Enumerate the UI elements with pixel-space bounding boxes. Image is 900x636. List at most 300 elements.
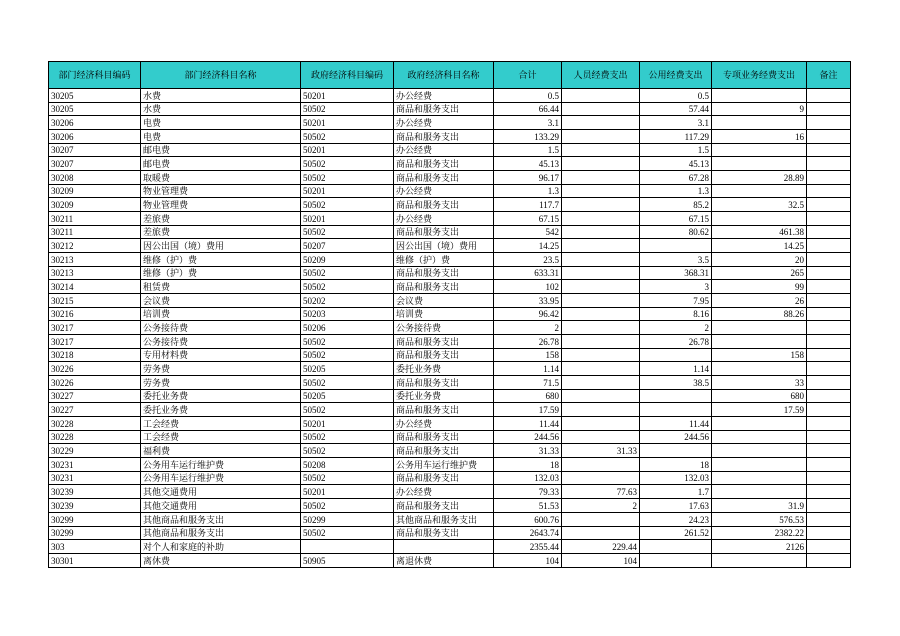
cell-gov-code: 50502 [301, 444, 394, 458]
table-header [49, 62, 851, 89]
cell-total: 96.42 [494, 307, 562, 321]
cell-special [712, 184, 807, 198]
cell-dept-code: 30239 [49, 485, 141, 499]
cell-dept-code: 30227 [49, 403, 141, 417]
cell-note [807, 266, 851, 280]
cell-public: 3 [640, 280, 712, 294]
cell-total: 133.29 [494, 130, 562, 144]
cell-note [807, 553, 851, 567]
table-row [49, 540, 851, 554]
table-row [49, 321, 851, 335]
cell-public: 17.63 [640, 499, 712, 513]
cell-gov-name: 办公经费 [394, 116, 494, 130]
cell-personnel [562, 212, 640, 226]
cell-dept-name: 公务接待费 [141, 321, 301, 335]
cell-dept-code: 30227 [49, 389, 141, 403]
cell-dept-code: 30228 [49, 430, 141, 444]
cell-personnel: 2 [562, 499, 640, 513]
cell-gov-name: 离退休费 [394, 553, 494, 567]
cell-public: 244.56 [640, 430, 712, 444]
cell-total: 244.56 [494, 430, 562, 444]
cell-public: 2 [640, 321, 712, 335]
cell-personnel [562, 321, 640, 335]
cell-dept-name: 其他商品和服务支出 [141, 512, 301, 526]
cell-gov-code: 50502 [301, 403, 394, 417]
cell-dept-name: 物业管理费 [141, 198, 301, 212]
cell-gov-code: 50502 [301, 102, 394, 116]
cell-dept-name: 工会经费 [141, 430, 301, 444]
cell-special: 2126 [712, 540, 807, 554]
cell-dept-code: 30209 [49, 198, 141, 212]
table-row [49, 417, 851, 431]
header-gov-code: 政府经济科目编码 [301, 62, 394, 89]
cell-personnel: 77.63 [562, 485, 640, 499]
cell-gov-code: 50502 [301, 335, 394, 349]
cell-dept-code: 30229 [49, 444, 141, 458]
table-row [49, 116, 851, 130]
cell-dept-code: 30216 [49, 307, 141, 321]
cell-gov-code: 50502 [301, 526, 394, 540]
table-row [49, 348, 851, 362]
cell-gov-code: 50905 [301, 553, 394, 567]
table-row [49, 444, 851, 458]
cell-total: 66.44 [494, 102, 562, 116]
cell-gov-name: 商品和服务支出 [394, 499, 494, 513]
cell-public: 24.23 [640, 512, 712, 526]
table-row [49, 266, 851, 280]
cell-dept-name: 邮电费 [141, 143, 301, 157]
cell-gov-code: 50502 [301, 499, 394, 513]
cell-note [807, 239, 851, 253]
cell-dept-name: 劳务费 [141, 362, 301, 376]
cell-special: 33 [712, 376, 807, 390]
cell-special: 2382.22 [712, 526, 807, 540]
table-row [49, 184, 851, 198]
cell-personnel [562, 130, 640, 144]
cell-gov-name [394, 540, 494, 554]
cell-special: 265 [712, 266, 807, 280]
cell-note [807, 376, 851, 390]
cell-note [807, 89, 851, 103]
cell-dept-name: 公务接待费 [141, 335, 301, 349]
cell-dept-name: 维修（护）费 [141, 266, 301, 280]
table-row [49, 212, 851, 226]
cell-gov-code: 50502 [301, 430, 394, 444]
cell-dept-code: 30218 [49, 348, 141, 362]
cell-gov-name: 办公经费 [394, 212, 494, 226]
cell-gov-code: 50502 [301, 225, 394, 239]
cell-public: 0.5 [640, 89, 712, 103]
cell-total: 71.5 [494, 376, 562, 390]
cell-personnel [562, 184, 640, 198]
cell-note [807, 307, 851, 321]
cell-special: 28.89 [712, 171, 807, 185]
cell-special: 17.59 [712, 403, 807, 417]
cell-gov-code: 50201 [301, 212, 394, 226]
cell-gov-name: 维修（护）费 [394, 253, 494, 267]
cell-dept-name: 公务用车运行维护费 [141, 458, 301, 472]
cell-gov-name: 商品和服务支出 [394, 157, 494, 171]
cell-special [712, 417, 807, 431]
cell-gov-name: 商品和服务支出 [394, 102, 494, 116]
table-row [49, 157, 851, 171]
cell-total: 1.5 [494, 143, 562, 157]
cell-personnel [562, 389, 640, 403]
cell-special: 26 [712, 294, 807, 308]
cell-dept-code: 30231 [49, 471, 141, 485]
cell-total: 680 [494, 389, 562, 403]
cell-gov-name: 会议费 [394, 294, 494, 308]
cell-total: 96.17 [494, 171, 562, 185]
cell-total: 104 [494, 553, 562, 567]
cell-gov-code: 50502 [301, 348, 394, 362]
cell-dept-name: 水费 [141, 102, 301, 116]
cell-personnel [562, 526, 640, 540]
cell-total: 2 [494, 321, 562, 335]
cell-dept-name: 会议费 [141, 294, 301, 308]
cell-public: 18 [640, 458, 712, 472]
cell-gov-code: 50205 [301, 389, 394, 403]
cell-dept-code: 30217 [49, 335, 141, 349]
table-row [49, 553, 851, 567]
cell-gov-name: 公务接待费 [394, 321, 494, 335]
cell-dept-code: 30205 [49, 102, 141, 116]
cell-gov-code: 50502 [301, 266, 394, 280]
cell-note [807, 143, 851, 157]
cell-dept-code: 30239 [49, 499, 141, 513]
cell-dept-code: 30214 [49, 280, 141, 294]
cell-gov-name: 培训费 [394, 307, 494, 321]
cell-gov-code: 50502 [301, 471, 394, 485]
cell-note [807, 321, 851, 335]
cell-gov-name: 其他商品和服务支出 [394, 512, 494, 526]
cell-note [807, 540, 851, 554]
cell-special: 9 [712, 102, 807, 116]
cell-total: 18 [494, 458, 562, 472]
cell-note [807, 198, 851, 212]
cell-total: 2355.44 [494, 540, 562, 554]
cell-public: 26.78 [640, 335, 712, 349]
cell-gov-name: 商品和服务支出 [394, 403, 494, 417]
cell-dept-code: 30213 [49, 266, 141, 280]
table-row [49, 225, 851, 239]
table-row [49, 143, 851, 157]
cell-gov-name: 商品和服务支出 [394, 130, 494, 144]
cell-dept-name: 其他交通费用 [141, 485, 301, 499]
table-body [49, 89, 851, 568]
cell-total: 132.03 [494, 471, 562, 485]
table-row [49, 130, 851, 144]
cell-public: 67.15 [640, 212, 712, 226]
cell-special [712, 471, 807, 485]
cell-gov-name: 商品和服务支出 [394, 348, 494, 362]
cell-gov-code: 50201 [301, 417, 394, 431]
cell-personnel [562, 171, 640, 185]
cell-total: 79.33 [494, 485, 562, 499]
cell-public: 85.2 [640, 198, 712, 212]
cell-personnel [562, 143, 640, 157]
cell-total: 2643.74 [494, 526, 562, 540]
cell-gov-code: 50502 [301, 157, 394, 171]
table-row [49, 253, 851, 267]
cell-gov-code: 50201 [301, 116, 394, 130]
cell-dept-name: 电费 [141, 130, 301, 144]
cell-dept-name: 离休费 [141, 553, 301, 567]
header-public: 公用经费支出 [640, 62, 712, 89]
cell-special [712, 362, 807, 376]
cell-total: 0.5 [494, 89, 562, 103]
cell-dept-code: 30217 [49, 321, 141, 335]
cell-dept-code: 30226 [49, 376, 141, 390]
cell-special: 680 [712, 389, 807, 403]
cell-gov-name: 商品和服务支出 [394, 430, 494, 444]
cell-total: 3.1 [494, 116, 562, 130]
cell-total: 51.53 [494, 499, 562, 513]
cell-total: 542 [494, 225, 562, 239]
cell-dept-code: 30301 [49, 553, 141, 567]
cell-personnel: 31.33 [562, 444, 640, 458]
cell-gov-name: 商品和服务支出 [394, 444, 494, 458]
cell-gov-code: 50203 [301, 307, 394, 321]
cell-dept-name: 委托业务费 [141, 389, 301, 403]
table-row [49, 307, 851, 321]
table-row [49, 376, 851, 390]
cell-public: 38.5 [640, 376, 712, 390]
cell-gov-name: 商品和服务支出 [394, 526, 494, 540]
cell-note [807, 526, 851, 540]
cell-gov-name: 委托业务费 [394, 389, 494, 403]
cell-total: 14.25 [494, 239, 562, 253]
header-gov-name: 政府经济科目名称 [394, 62, 494, 89]
cell-gov-name: 办公经费 [394, 485, 494, 499]
table-row [49, 430, 851, 444]
cell-gov-code: 50201 [301, 485, 394, 499]
cell-special: 88.26 [712, 307, 807, 321]
cell-public: 1.3 [640, 184, 712, 198]
cell-dept-code: 30211 [49, 212, 141, 226]
cell-note [807, 157, 851, 171]
header-note: 备注 [807, 62, 851, 89]
cell-dept-name: 物业管理费 [141, 184, 301, 198]
cell-note [807, 116, 851, 130]
cell-gov-code: 50201 [301, 143, 394, 157]
cell-personnel [562, 157, 640, 171]
cell-dept-code: 30205 [49, 89, 141, 103]
cell-public [640, 389, 712, 403]
cell-special: 31.9 [712, 499, 807, 513]
header-special: 专项业务经费支出 [712, 62, 807, 89]
cell-note [807, 253, 851, 267]
cell-personnel [562, 362, 640, 376]
cell-total: 33.95 [494, 294, 562, 308]
cell-special [712, 157, 807, 171]
cell-total: 17.59 [494, 403, 562, 417]
cell-total: 102 [494, 280, 562, 294]
cell-dept-name: 委托业务费 [141, 403, 301, 417]
cell-personnel [562, 239, 640, 253]
table-row [49, 198, 851, 212]
cell-gov-code: 50502 [301, 130, 394, 144]
cell-gov-code: 50502 [301, 376, 394, 390]
cell-total: 1.14 [494, 362, 562, 376]
cell-public: 67.28 [640, 171, 712, 185]
cell-dept-code: 30207 [49, 157, 141, 171]
table-row [49, 362, 851, 376]
table-row [49, 389, 851, 403]
cell-special [712, 143, 807, 157]
table-row [49, 485, 851, 499]
cell-personnel: 104 [562, 553, 640, 567]
cell-special [712, 89, 807, 103]
cell-dept-code: 30212 [49, 239, 141, 253]
table-row [49, 239, 851, 253]
cell-public: 7.95 [640, 294, 712, 308]
table-row [49, 458, 851, 472]
cell-total: 23.5 [494, 253, 562, 267]
cell-gov-code: 50208 [301, 458, 394, 472]
cell-dept-name: 工会经费 [141, 417, 301, 431]
cell-special: 14.25 [712, 239, 807, 253]
cell-personnel [562, 116, 640, 130]
cell-gov-name: 商品和服务支出 [394, 280, 494, 294]
cell-dept-code: 30299 [49, 512, 141, 526]
cell-personnel [562, 102, 640, 116]
table-row [49, 280, 851, 294]
cell-note [807, 512, 851, 526]
cell-gov-name: 商品和服务支出 [394, 171, 494, 185]
header-row [49, 62, 851, 89]
cell-personnel [562, 225, 640, 239]
cell-personnel [562, 280, 640, 294]
cell-public [640, 444, 712, 458]
cell-special [712, 485, 807, 499]
table-row [49, 171, 851, 185]
cell-public [640, 553, 712, 567]
cell-note [807, 430, 851, 444]
cell-gov-code: 50209 [301, 253, 394, 267]
cell-special: 158 [712, 348, 807, 362]
cell-special [712, 116, 807, 130]
cell-personnel [562, 417, 640, 431]
cell-special [712, 553, 807, 567]
cell-dept-code: 30211 [49, 225, 141, 239]
cell-note [807, 389, 851, 403]
cell-public: 1.7 [640, 485, 712, 499]
cell-special: 576.53 [712, 512, 807, 526]
cell-personnel [562, 253, 640, 267]
cell-special [712, 458, 807, 472]
budget-table [48, 61, 851, 568]
cell-dept-code: 30206 [49, 116, 141, 130]
cell-dept-name: 对个人和家庭的补助 [141, 540, 301, 554]
cell-personnel: 229.44 [562, 540, 640, 554]
cell-personnel [562, 198, 640, 212]
cell-dept-code: 30206 [49, 130, 141, 144]
cell-total: 31.33 [494, 444, 562, 458]
cell-total: 600.76 [494, 512, 562, 526]
table-row [49, 526, 851, 540]
cell-personnel [562, 294, 640, 308]
cell-personnel [562, 348, 640, 362]
cell-gov-code [301, 540, 394, 554]
cell-note [807, 294, 851, 308]
cell-gov-name: 办公经费 [394, 143, 494, 157]
cell-total: 1.3 [494, 184, 562, 198]
cell-total: 633.31 [494, 266, 562, 280]
cell-dept-code: 303 [49, 540, 141, 554]
table-row [49, 499, 851, 513]
cell-public: 132.03 [640, 471, 712, 485]
table-row [49, 471, 851, 485]
cell-total: 67.15 [494, 212, 562, 226]
cell-dept-code: 30208 [49, 171, 141, 185]
cell-personnel [562, 335, 640, 349]
header-dept-code: 部门经济科目编码 [49, 62, 141, 89]
cell-dept-name: 其他商品和服务支出 [141, 526, 301, 540]
cell-dept-name: 维修（护）费 [141, 253, 301, 267]
cell-gov-name: 商品和服务支出 [394, 198, 494, 212]
cell-note [807, 184, 851, 198]
cell-dept-name: 福利费 [141, 444, 301, 458]
cell-total: 11.44 [494, 417, 562, 431]
cell-dept-name: 劳务费 [141, 376, 301, 390]
cell-total: 158 [494, 348, 562, 362]
cell-note [807, 417, 851, 431]
cell-total: 45.13 [494, 157, 562, 171]
cell-public: 368.31 [640, 266, 712, 280]
cell-note [807, 499, 851, 513]
cell-note [807, 471, 851, 485]
cell-dept-name: 因公出国（境）费用 [141, 239, 301, 253]
cell-note [807, 130, 851, 144]
cell-public: 57.44 [640, 102, 712, 116]
cell-note [807, 485, 851, 499]
cell-personnel [562, 403, 640, 417]
cell-note [807, 102, 851, 116]
cell-public [640, 239, 712, 253]
cell-special [712, 212, 807, 226]
cell-public: 117.29 [640, 130, 712, 144]
table-row [49, 335, 851, 349]
cell-personnel [562, 89, 640, 103]
cell-gov-code: 50502 [301, 171, 394, 185]
cell-dept-name: 专用材料费 [141, 348, 301, 362]
cell-personnel [562, 266, 640, 280]
cell-special: 20 [712, 253, 807, 267]
cell-public [640, 403, 712, 417]
cell-personnel [562, 376, 640, 390]
cell-personnel [562, 307, 640, 321]
cell-gov-name: 办公经费 [394, 89, 494, 103]
table-row [49, 294, 851, 308]
cell-total: 117.7 [494, 198, 562, 212]
cell-public: 1.14 [640, 362, 712, 376]
cell-dept-name: 邮电费 [141, 157, 301, 171]
cell-gov-name: 办公经费 [394, 184, 494, 198]
cell-total: 26.78 [494, 335, 562, 349]
cell-gov-code: 50202 [301, 294, 394, 308]
cell-dept-code: 30299 [49, 526, 141, 540]
cell-gov-name: 商品和服务支出 [394, 225, 494, 239]
cell-dept-name: 培训费 [141, 307, 301, 321]
cell-dept-code: 30231 [49, 458, 141, 472]
cell-gov-name: 商品和服务支出 [394, 335, 494, 349]
cell-dept-name: 取暖费 [141, 171, 301, 185]
cell-note [807, 335, 851, 349]
cell-gov-name: 商品和服务支出 [394, 471, 494, 485]
header-dept-name: 部门经济科目名称 [141, 62, 301, 89]
cell-note [807, 458, 851, 472]
